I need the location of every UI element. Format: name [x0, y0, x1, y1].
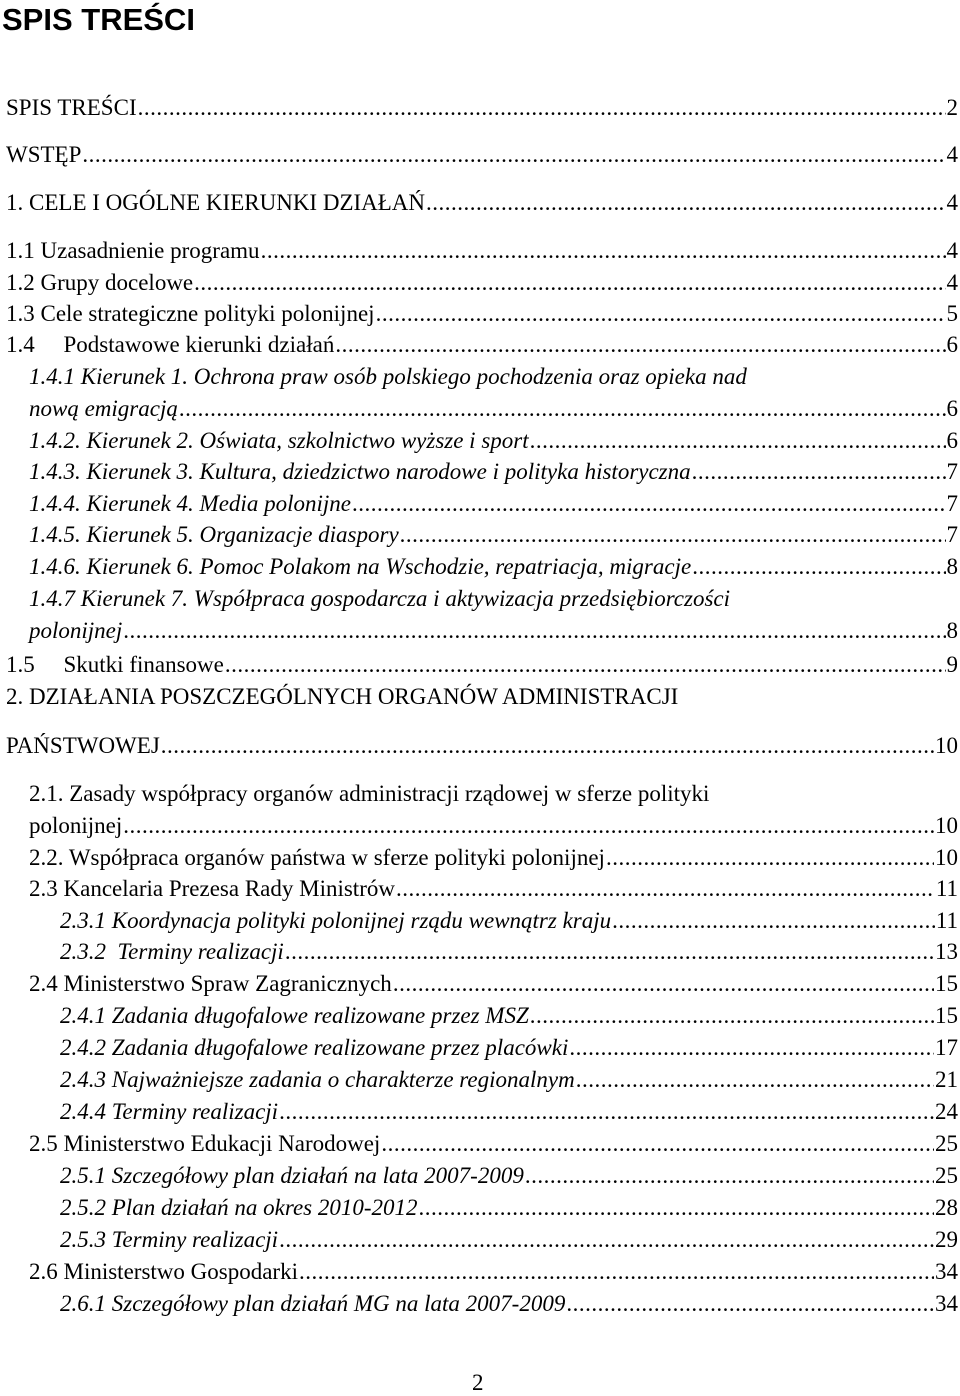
toc-leader	[692, 456, 946, 487]
toc-leader	[612, 905, 935, 936]
toc-entry[interactable]	[29, 425, 958, 456]
toc-leader	[576, 1064, 934, 1095]
toc-entry-title: 2.4.4 Terminy realizacji	[60, 1099, 279, 1124]
toc-entry-page: 28	[935, 1195, 958, 1220]
toc-entry[interactable]	[60, 936, 958, 967]
toc-leader	[530, 1000, 934, 1031]
toc-entry-title: 1.4 Podstawowe kierunki działań	[6, 332, 335, 357]
toc-entry[interactable]	[60, 1192, 958, 1223]
toc-entry-page: 6	[946, 428, 958, 453]
toc-entry-title: 2.4.1 Zadania długofalowe realizowane przez MSZ	[60, 1003, 529, 1028]
toc-leader	[285, 936, 934, 967]
toc-leader	[352, 488, 946, 519]
toc-entry-title: 1.4.6. Kierunek 6. Pomoc Polakom na Wschodzie, repatriacja, migracje	[29, 554, 692, 579]
toc-entry-page: 10	[935, 733, 958, 758]
toc-entry-page: 10	[935, 845, 958, 870]
toc-entry-title: 2.2. Współpraca organów państwa w sferze polityki polonijnej	[29, 845, 605, 870]
toc-entry-page: 4	[946, 238, 958, 263]
toc-leader	[279, 1224, 934, 1255]
toc-entry-title: 1.4.3. Kierunek 3. Kultura, dziedzictwo narodowe i polityka historyczna	[29, 459, 691, 484]
toc-leader	[123, 615, 945, 646]
toc-leader	[299, 1256, 934, 1287]
toc-leader	[279, 1096, 934, 1127]
toc-leader	[692, 551, 945, 582]
toc-entry-title[interactable]: 1.4.7 Kierunek 7. Współpraca gospodarcza i aktywizacja przedsiębiorczości	[29, 586, 731, 611]
toc-entry[interactable]	[60, 1288, 958, 1319]
toc-entry[interactable]	[29, 488, 958, 519]
toc-entry[interactable]	[29, 456, 958, 487]
toc-entry-page: 6	[946, 332, 958, 357]
toc-leader	[376, 298, 946, 329]
toc-entry-page: 4	[946, 142, 958, 167]
toc-leader	[179, 393, 946, 424]
toc-leader	[194, 267, 945, 298]
toc-leader	[381, 1128, 934, 1159]
toc-leader	[335, 329, 945, 360]
toc-leader	[161, 730, 934, 761]
toc-entry[interactable]	[60, 905, 958, 936]
toc-entry-page: 34	[935, 1291, 958, 1316]
toc-entry-continuation: nową emigracją	[29, 396, 178, 421]
toc-entry-page: 34	[935, 1259, 958, 1284]
toc-entry-page: 29	[935, 1227, 958, 1252]
toc-entry-title: 2.6 Ministerstwo Gospodarki	[29, 1259, 298, 1284]
toc-entry[interactable]	[29, 842, 958, 873]
toc-entry-title: 1.2 Grupy docelowe	[6, 270, 194, 295]
toc-entry-title: 1.1 Uzasadnienie programu	[6, 238, 260, 263]
toc-entry[interactable]	[6, 235, 958, 266]
toc-entry-continuation: polonijnej	[29, 618, 123, 643]
toc-entry-page: 24	[935, 1099, 958, 1124]
toc-leader	[606, 842, 934, 873]
toc-entry[interactable]	[6, 298, 958, 329]
toc-leader	[530, 425, 946, 456]
toc-entry-title[interactable]: 1.4.1 Kierunek 1. Ochrona praw osób polskiego pochodzenia oraz opieka nad	[29, 364, 747, 389]
toc-entry[interactable]	[60, 1032, 958, 1063]
toc-entry-page: 4	[946, 190, 958, 215]
toc-entry-title: 1.4.5. Kierunek 5. Organizacje diaspory	[29, 522, 399, 547]
toc-entry-page: 15	[935, 971, 958, 996]
toc-leader	[569, 1032, 934, 1063]
toc-entry-title: 2.3 Kancelaria Prezesa Rady Ministrów	[29, 876, 395, 901]
toc-leader	[400, 519, 946, 550]
toc-entry-title: 2.4.2 Zadania długofalowe realizowane przez placówki	[60, 1035, 569, 1060]
toc-entry[interactable]	[60, 1160, 958, 1191]
toc-leader	[225, 649, 946, 680]
toc-entry-continuation: polonijnej	[29, 813, 123, 838]
toc-leader	[426, 187, 945, 218]
toc-entry-page: 7	[946, 522, 958, 547]
toc-entry-title: 2.4.3 Najważniejsze zadania o charakterze regionalnym	[60, 1067, 575, 1092]
toc-entry-title: 2.5.3 Terminy realizacji	[60, 1227, 279, 1252]
toc-entry-title: 1.4.4. Kierunek 4. Media polonijne	[29, 491, 351, 516]
toc-entry-title: WSTĘP	[6, 142, 82, 167]
toc-entry[interactable]	[29, 1128, 958, 1159]
toc-entry-page: 25	[935, 1163, 958, 1188]
toc-entry-page: 10	[935, 813, 958, 838]
toc-entry-title: 1.3 Cele strategiczne polityki polonijnej	[6, 301, 375, 326]
toc-entry-title: SPIS TREŚCI	[6, 95, 137, 120]
toc-entry[interactable]	[6, 267, 958, 298]
toc-entry-page: 9	[946, 652, 958, 677]
document-heading: SPIS TREŚCI	[2, 2, 195, 37]
toc-leader	[138, 92, 946, 123]
toc-leader	[82, 139, 945, 170]
toc-entry-title: 2.3.2 Terminy realizacji	[60, 939, 284, 964]
toc-entry-page: 21	[935, 1067, 958, 1092]
toc-entry[interactable]	[60, 1096, 958, 1127]
toc-entry-page: 5	[946, 301, 958, 326]
toc-entry-page: 6	[946, 396, 958, 421]
toc-leader	[261, 235, 946, 266]
toc-entry-title[interactable]: 2. DZIAŁANIA POSZCZEGÓLNYCH ORGANÓW ADMINISTRACJI	[6, 684, 679, 709]
toc-entry[interactable]	[6, 139, 958, 170]
toc-entry[interactable]	[6, 649, 958, 680]
toc-entry[interactable]	[6, 187, 958, 218]
toc-entry-page: 7	[946, 491, 958, 516]
toc-entry[interactable]	[29, 551, 958, 582]
toc-entry-title: 2.6.1 Szczegółowy plan działań MG na lata 2007-2009	[60, 1291, 566, 1316]
toc-leader	[393, 968, 934, 999]
toc-entry-page: 8	[946, 554, 958, 579]
toc-entry-title: 2.4 Ministerstwo Spraw Zagranicznych	[29, 971, 392, 996]
toc-entry-title: 1.5 Skutki finansowe	[6, 652, 224, 677]
toc-entry[interactable]	[60, 1000, 958, 1031]
toc-entry[interactable]	[60, 1224, 958, 1255]
toc-entry-page: 17	[935, 1035, 958, 1060]
toc-entry[interactable]	[29, 968, 958, 999]
toc-entry-page: 4	[946, 270, 958, 295]
toc-entry-continuation: PAŃSTWOWEJ	[6, 733, 160, 758]
toc-entry[interactable]	[6, 92, 958, 123]
toc-entry-page: 7	[946, 459, 958, 484]
toc-entry[interactable]	[60, 1064, 958, 1095]
toc-entry-page: 2	[946, 95, 958, 120]
toc-entry-title: 1.4.2. Kierunek 2. Oświata, szkolnictwo wyższe i sport	[29, 428, 529, 453]
toc-entry[interactable]	[29, 393, 958, 424]
toc-leader	[396, 873, 935, 904]
toc-entry-title: 2.3.1 Koordynacja polityki polonijnej rządu wewnątrz kraju	[60, 908, 612, 933]
toc-entry[interactable]	[29, 810, 958, 841]
toc-entry[interactable]	[6, 329, 958, 360]
toc-entry[interactable]	[29, 873, 958, 904]
toc-entry-title: 1. CELE I OGÓLNE KIERUNKI DZIAŁAŃ	[6, 190, 426, 215]
toc-entry-page: 13	[935, 939, 958, 964]
toc-entry[interactable]	[29, 519, 958, 550]
toc-leader	[419, 1192, 934, 1223]
page-number: 2	[472, 1370, 484, 1395]
toc-leader	[566, 1288, 934, 1319]
toc-entry-page: 11	[935, 876, 958, 901]
toc-leader	[525, 1160, 934, 1191]
toc-entry-title: 2.5 Ministerstwo Edukacji Narodowej	[29, 1131, 381, 1156]
toc-entry-page: 11	[935, 908, 958, 933]
toc-entry-page: 15	[935, 1003, 958, 1028]
toc-leader	[123, 810, 934, 841]
toc-entry-title[interactable]: 2.1. Zasady współpracy organów administracji rządowej w sferze polityki	[29, 781, 710, 806]
toc-entry-title: 2.5.2 Plan działań na okres 2010-2012	[60, 1195, 418, 1220]
toc-entry[interactable]	[29, 615, 958, 646]
toc-entry-page: 25	[935, 1131, 958, 1156]
toc-entry-page: 8	[946, 618, 958, 643]
toc-entry[interactable]	[6, 730, 958, 761]
toc-entry[interactable]	[29, 1256, 958, 1287]
toc-entry-title: 2.5.1 Szczegółowy plan działań na lata 2007-2009	[60, 1163, 524, 1188]
